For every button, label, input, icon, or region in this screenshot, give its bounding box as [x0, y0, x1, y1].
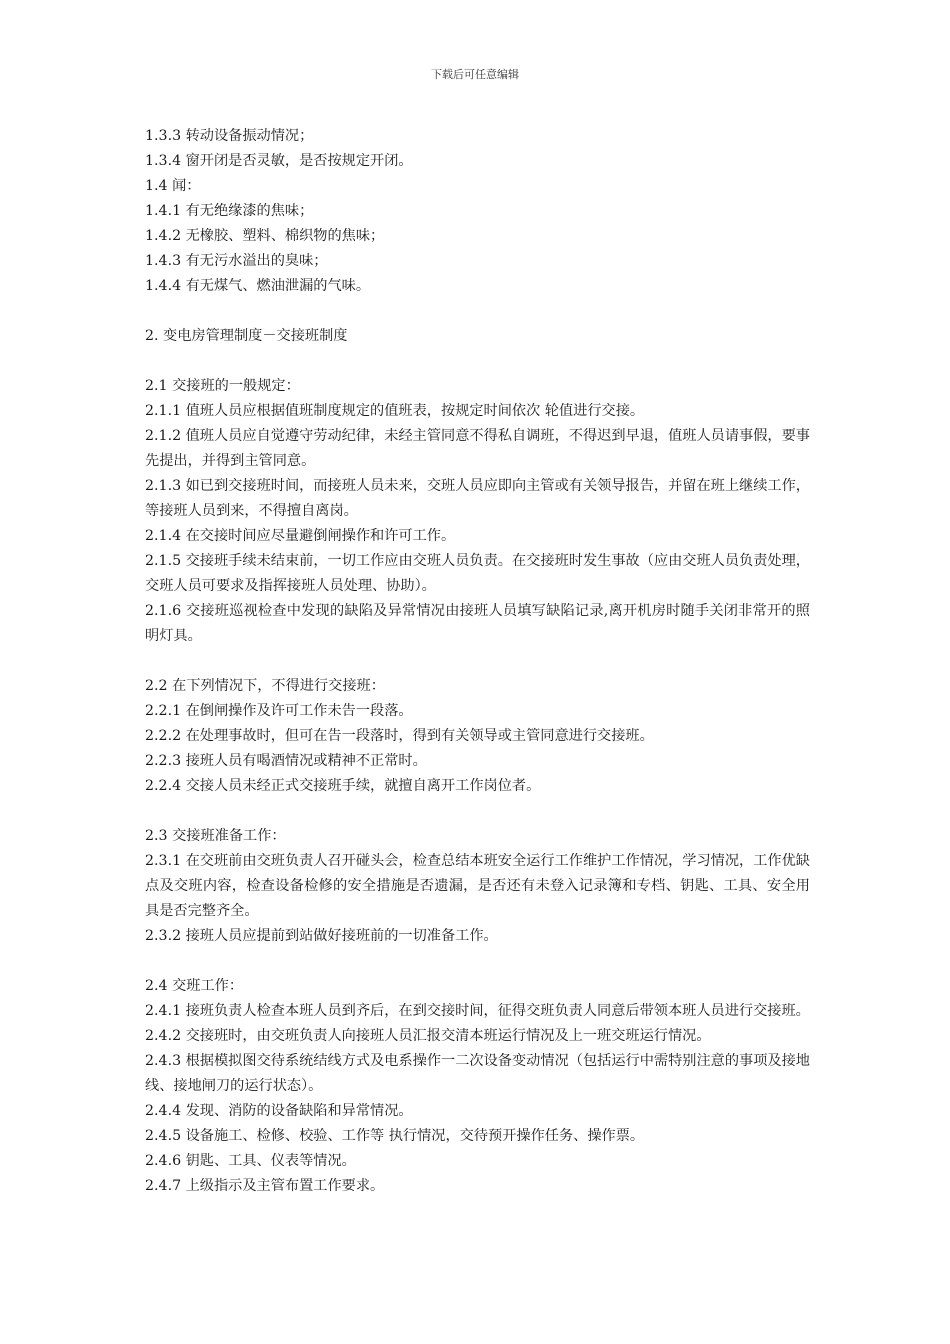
- text-line: 2.3.1 在交班前由交班负责人召开碰头会，检查总结本班安全运行工作维护工作情况，学习情况，工作优缺点及交班内容，检查设备检修的安全措施是否遗漏，是否还有未登入记录簿和专档、钥匙、工具、安全用具是否完整齐全。: [145, 853, 810, 919]
- text-line: 2.2.3 接班人员有喝酒情况或精神不正常时。: [145, 753, 427, 769]
- paragraph-spacer: [145, 299, 810, 324]
- text-line: 2.4 交班工作：: [145, 978, 244, 994]
- text-line: 2.1.3 如已到交接班时间，而接班人员未来，交班人员应即向主管或有关领导报告，并留在班上继续工作，等接班人员到来，不得擅自离岗。: [145, 478, 810, 519]
- text-line: 2.4.7 上级指示及主管布置工作要求。: [145, 1178, 385, 1194]
- text-line: 2.4.4 发现、消防的设备缺陷和异常情况。: [145, 1103, 413, 1119]
- text-line: 2.3 交接班准备工作：: [145, 828, 286, 844]
- text-line: 2.4.6 钥匙、工具、仪表等情况。: [145, 1153, 356, 1169]
- text-line: 1.4.4 有无煤气、燃油泄漏的气味。: [145, 278, 371, 294]
- page-header: 下载后可任意编辑: [431, 68, 519, 81]
- text-line: 2.1.4 在交接时间应尽量避倒闸操作和许可工作。: [145, 528, 456, 544]
- paragraph-spacer: [145, 949, 810, 974]
- text-line: 2.1.6 交接班巡视检查中发现的缺陷及异常情况由接班人员填写缺陷记录,离开机房时随手关闭非常开的照明灯具。: [145, 603, 810, 644]
- text-line: 2. 变电房管理制度－交接班制度: [145, 328, 348, 344]
- text-line: 2.4.5 设备施工、检修、校验、工作等 执行情况，交待预开操作任务、操作票。: [145, 1128, 645, 1144]
- text-line: 2.2.2 在处理事故时，但可在告一段落时，得到有关领导或主管同意进行交接班。: [145, 728, 654, 744]
- text-line: 1.4.2 无橡胶、塑料、棉织物的焦味；: [145, 228, 385, 244]
- text-line: 2.1 交接班的一般规定：: [145, 378, 300, 394]
- text-line: 1.4.3 有无污水溢出的臭味；: [145, 253, 328, 269]
- text-line: 1.3.3 转动设备振动情况；: [145, 128, 314, 144]
- text-line: 2.4.2 交接班时，由交班负责人向接班人员汇报交清本班运行情况及上一班交班运行情况。: [145, 1028, 711, 1044]
- text-line: 1.3.4 窗开闭是否灵敏，是否按规定开闭。: [145, 153, 413, 169]
- paragraph-spacer: [145, 799, 810, 824]
- text-line: 2.2.1 在倒闸操作及许可工作未告一段落。: [145, 703, 413, 719]
- text-line: 2.1.2 值班人员应自觉遵守劳动纪律，未经主管同意不得私自调班，不得迟到早退，值班人员请事假，要事先提出，并得到主管同意。: [145, 428, 810, 469]
- text-line: 2.3.2 接班人员应提前到站做好接班前的一切准备工作。: [145, 928, 498, 944]
- text-line: 1.4 闻：: [145, 178, 201, 194]
- text-line: 2.4.3 根据模拟图交待系统结线方式及电系操作一二次设备变动情况（包括运行中需特别注意的事项及接地线、接地闸刀的运行状态）。: [145, 1053, 810, 1094]
- document-body: [145, 124, 810, 1199]
- paragraph-spacer: [145, 649, 810, 674]
- text-line: 2.1.5 交接班手续未结束前，一切工作应由交班人员负责。在交接班时发生事故（应由交班人员负责处理，交班人员可要求及指挥接班人员处理、协助）。: [145, 553, 810, 594]
- text-line: 1.4.1 有无绝缘漆的焦味；: [145, 203, 314, 219]
- text-line: 2.2.4 交接人员未经正式交接班手续，就擅自离开工作岗位者。: [145, 778, 541, 794]
- text-line: 2.4.1 接班负责人检查本班人员到齐后，在到交接时间，征得交班负责人同意后带领本班人员进行交接班。: [145, 1003, 810, 1019]
- paragraph-spacer: [145, 349, 810, 374]
- text-line: 2.1.1 值班人员应根据值班制度规定的值班表，按规定时间依次 轮值进行交接。: [145, 403, 645, 419]
- text-line: 2.2 在下列情况下，不得进行交接班：: [145, 678, 385, 694]
